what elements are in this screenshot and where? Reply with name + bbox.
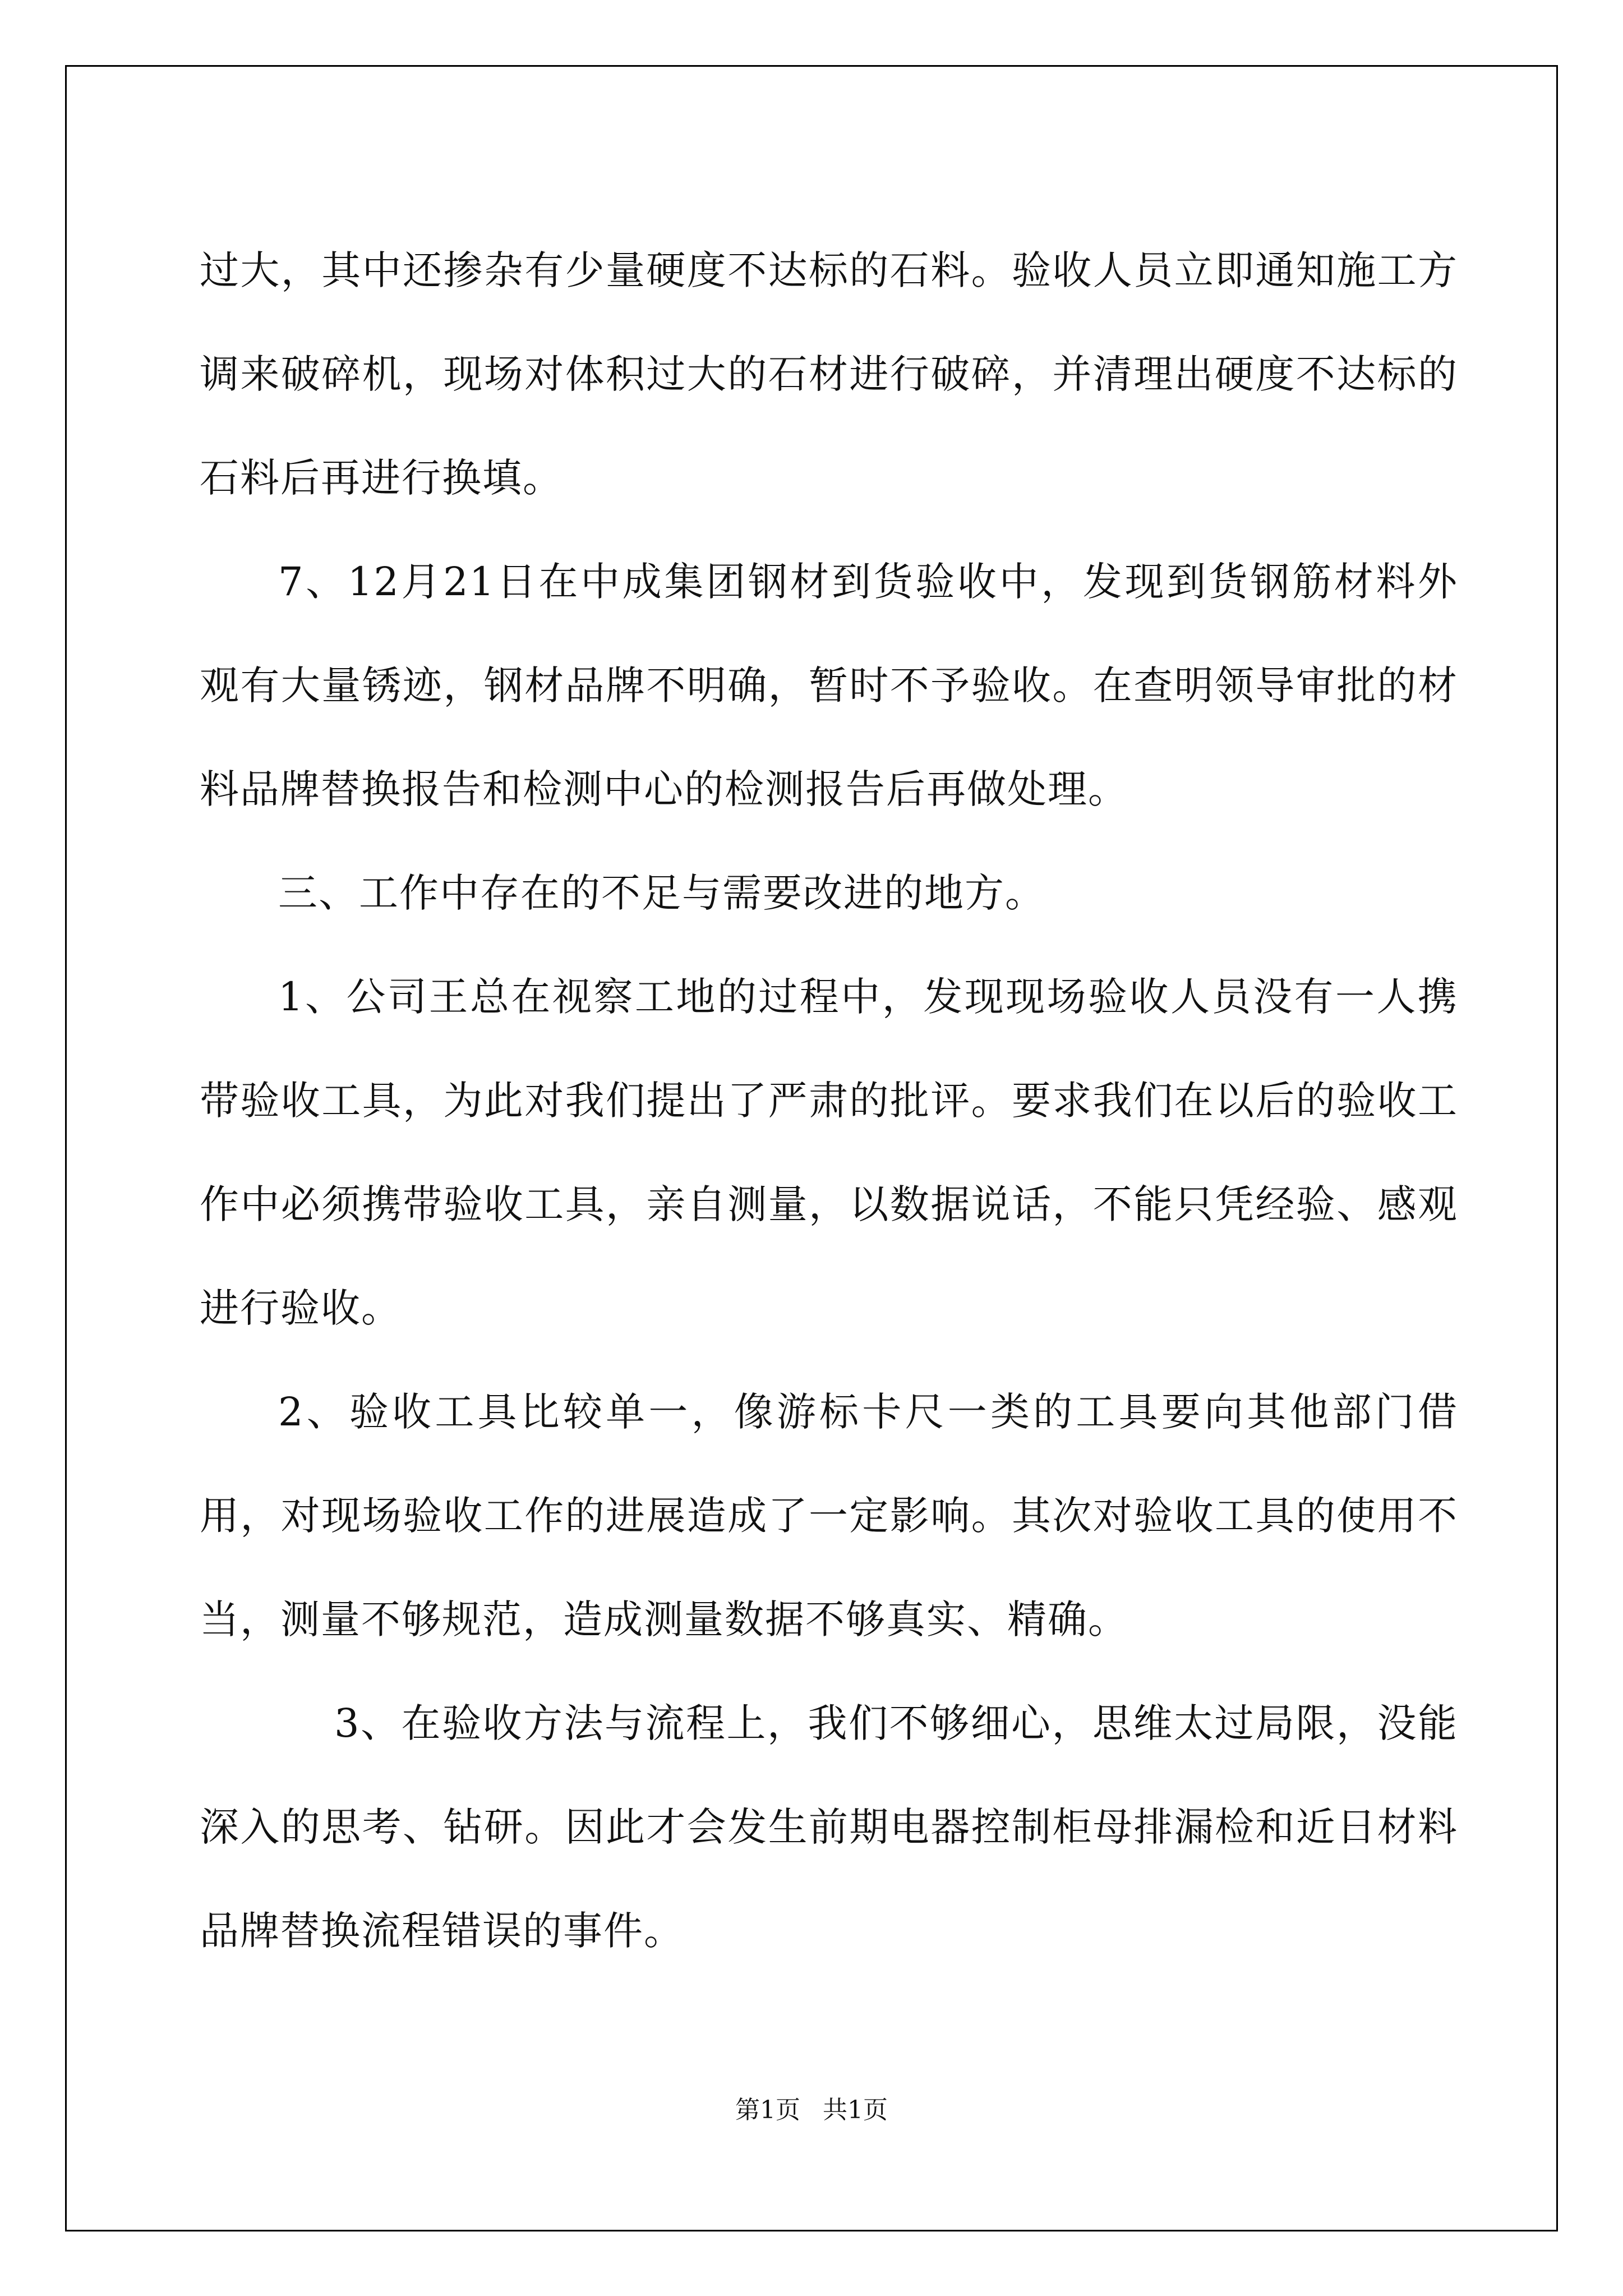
page-footer: [0, 2090, 1623, 2125]
paragraph-4: 2、验收工具比较单一，像游标卡尺一类的工具要向其他部门借用，对现场验收工作的进展造成了一定影响。其次对验收工具的使用不当，测量不够规范，造成测量数据不够真实、精确。: [200, 1389, 1458, 1642]
page-total: 共1页: [823, 2096, 888, 2124]
page-number: 第1页: [735, 2096, 800, 2124]
paragraph-1: 过大，其中还掺杂有少量硬度不达标的石料。验收人员立即通知施工方调来破碎机，现场对体积过大的石材进行破碎，并清理出硬度不达标的石料后再进行换填。: [200, 247, 1458, 501]
document-body: [200, 219, 1458, 1983]
paragraph-2: 7、12月21日在中成集团钢材到货验收中，发现到货钢筋材料外观有大量锈迹，钢材品牌不明确，暂时不予验收。在查明领导审批的材料品牌替换报告和检测中心的检测报告后再做处理。: [200, 559, 1458, 812]
paragraph-5: 3、在验收方法与流程上，我们不够细心，思维太过局限，没能深入的思考、钻研。因此才会发生前期电器控制柜母排漏检和近日材料品牌替换流程错误的事件。: [200, 1700, 1458, 1954]
paragraph-3: 1、公司王总在视察工地的过程中，发现现场验收人员没有一人携带验收工具，为此对我们提出了严肃的批评。要求我们在以后的验收工作中必须携带验收工具，亲自测量，以数据说话，不能只凭经验、感观进行验收。: [200, 974, 1458, 1331]
section-heading: 三、工作中存在的不足与需要改进的地方。: [278, 870, 1045, 916]
